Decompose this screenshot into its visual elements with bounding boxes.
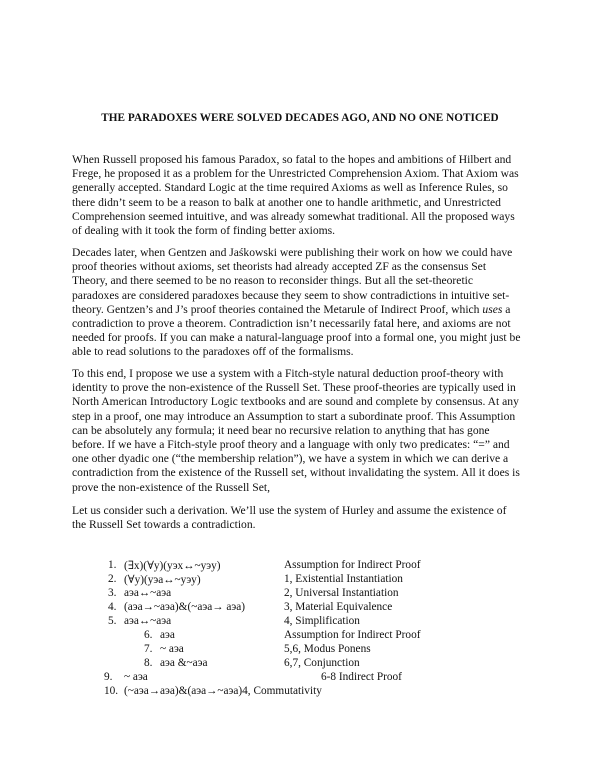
step-formula: aэa↔~aэa bbox=[124, 615, 172, 627]
step-justification: 2, Universal Instantiation bbox=[284, 587, 399, 599]
step-justification: Assumption for Indirect Proof bbox=[284, 559, 421, 571]
step-justification: 6-8 Indirect Proof bbox=[321, 671, 402, 683]
text-line: contradiction from the existence of the Russell set, without invalidating the system. All it does is bbox=[72, 466, 520, 480]
text-segment: a bbox=[502, 302, 511, 316]
step-justification: 1, Existential Instantiation bbox=[284, 573, 403, 585]
step-number: 5. bbox=[108, 615, 117, 627]
step-formula: aэa↔~aэa bbox=[124, 587, 172, 599]
text-line: When Russell proposed his famous Paradox, so fatal to the hopes and ambitions of Hilbert and bbox=[72, 153, 512, 166]
paragraph-1 bbox=[72, 153, 532, 238]
text-line: contradiction to prove a theorem. Contradiction isn’t necessarily fatal here, and axioms are not bbox=[72, 317, 511, 331]
step-number: 3. bbox=[108, 587, 117, 599]
step-justification: 3, Material Equivalence bbox=[284, 601, 393, 613]
step-number: 8. bbox=[144, 657, 153, 669]
text-line: able to read solutions to the paradoxes off of the formalisms. bbox=[72, 345, 354, 359]
step-formula: (∀y)(yэa↔~yэy) bbox=[124, 574, 201, 586]
paragraph-4 bbox=[72, 504, 532, 532]
text-line: needed for proofs. If you can make a natural-language proof into a formal one, you might just be bbox=[72, 331, 521, 345]
text-line: identity to prove the non-existence of the Russell Set. These proof-theories are typically used in bbox=[72, 381, 516, 395]
step-number: 6. bbox=[144, 629, 153, 641]
text-line: of dealing with it took the form of finding better axioms. bbox=[72, 224, 336, 238]
text-line: can be absolutely any formula; it need bear no recursive relation to anything that has gone bbox=[72, 423, 490, 437]
text-line: North American Introductory Logic textbooks and are sound and complete by consensus. At any bbox=[72, 395, 519, 409]
text-line: generally accepted. Standard Logic at the time required Axioms as well as Inference Rules, so bbox=[72, 181, 508, 195]
step-formula: ~ aэa bbox=[160, 643, 184, 655]
text-line: paradoxes are considered paradoxes because they seem to show contradictions in intuitive set- bbox=[72, 288, 510, 302]
text-line: one other dyadic one (“the membership relation”), we have a system in which we can derive a bbox=[72, 452, 509, 466]
derivation-step bbox=[0, 601, 600, 615]
text-line: Theory, and there seemed to be no reason to reconsider things. But all the set-theoretic bbox=[72, 274, 474, 288]
derivation-step bbox=[0, 685, 600, 699]
step-number: 1. bbox=[108, 559, 117, 571]
emphasis: uses bbox=[482, 302, 503, 316]
derivation-step bbox=[0, 559, 600, 573]
text-line: the Russell Set towards a contradiction. bbox=[72, 518, 256, 532]
text-line bbox=[72, 303, 532, 317]
step-formula: ~ aэa bbox=[124, 671, 148, 683]
step-justification: 5,6, Modus Ponens bbox=[284, 643, 371, 655]
text-line: Comprehension seemed intuitive, and was already somewhat traditional. All the proposed ways bbox=[72, 209, 515, 223]
derivation-step bbox=[0, 657, 600, 671]
derivation-step bbox=[0, 629, 600, 643]
text-line: Decades later, when Gentzen and Jaśkowski were publishing their work on how we could have bbox=[72, 246, 513, 259]
text-line: Let us consider such a derivation. We’ll use the system of Hurley and assume the existence of bbox=[72, 504, 507, 517]
step-justification: 6,7, Conjunction bbox=[284, 657, 360, 669]
text-line: before. If we have a Fitch-style proof theory and a language with only two predicates: “=” and bbox=[72, 438, 510, 452]
text-line: prove the non-existence of the Russell Set, bbox=[72, 480, 271, 494]
derivation-step bbox=[0, 573, 600, 587]
step-number: 2. bbox=[108, 573, 117, 585]
step-number: 10. bbox=[104, 685, 119, 697]
step-number: 9. bbox=[104, 671, 113, 683]
paragraph-2 bbox=[72, 246, 532, 360]
step-justification: 4, Simplification bbox=[284, 615, 360, 627]
paper-title: THE PARADOXES WERE SOLVED DECADES AGO, AND NO ONE NOTICED bbox=[101, 112, 499, 124]
text-line: there didn’t seem to be a reason to balk at another one to handle arithmetic, and Unrestricted bbox=[72, 195, 501, 209]
text-line: proof theories without axioms, set theorists had already accepted ZF as the consensus Set bbox=[72, 260, 487, 274]
text-line: To this end, I propose we use a system with a Fitch-style natural deduction proof-theory with bbox=[72, 367, 504, 380]
derivation-step bbox=[0, 643, 600, 657]
step-formula: (∃x)(∀y)(yэx↔~yэy) bbox=[124, 560, 221, 572]
derivation-step bbox=[0, 671, 600, 685]
text-segment: theory. Gentzen’s and J’s proof theories contained the Metarule of Indirect Proof, which bbox=[72, 302, 480, 316]
step-number: 7. bbox=[144, 643, 153, 655]
step-formula: aэa &~aэa bbox=[160, 657, 208, 669]
step-formula: aэa bbox=[160, 629, 175, 641]
text-line: Frege, he proposed it as a problem for the Unrestricted Comprehension Axiom. That Axiom was bbox=[72, 167, 519, 181]
step-number: 4. bbox=[108, 601, 117, 613]
step-formula: (aэa→~aэa)&(~aэa→ aэa) bbox=[124, 601, 245, 613]
derivation-step bbox=[0, 587, 600, 601]
derivation-step bbox=[0, 615, 600, 629]
text-line: step in a proof, one may introduce an Assumption to start a subordinate proof. This Assumption bbox=[72, 409, 516, 423]
step-justification: Assumption for Indirect Proof bbox=[284, 629, 421, 641]
paragraph-3 bbox=[72, 367, 532, 495]
step-formula: (~aэa→aэa)&(aэa→~aэa)4, Commutativity bbox=[124, 685, 322, 697]
